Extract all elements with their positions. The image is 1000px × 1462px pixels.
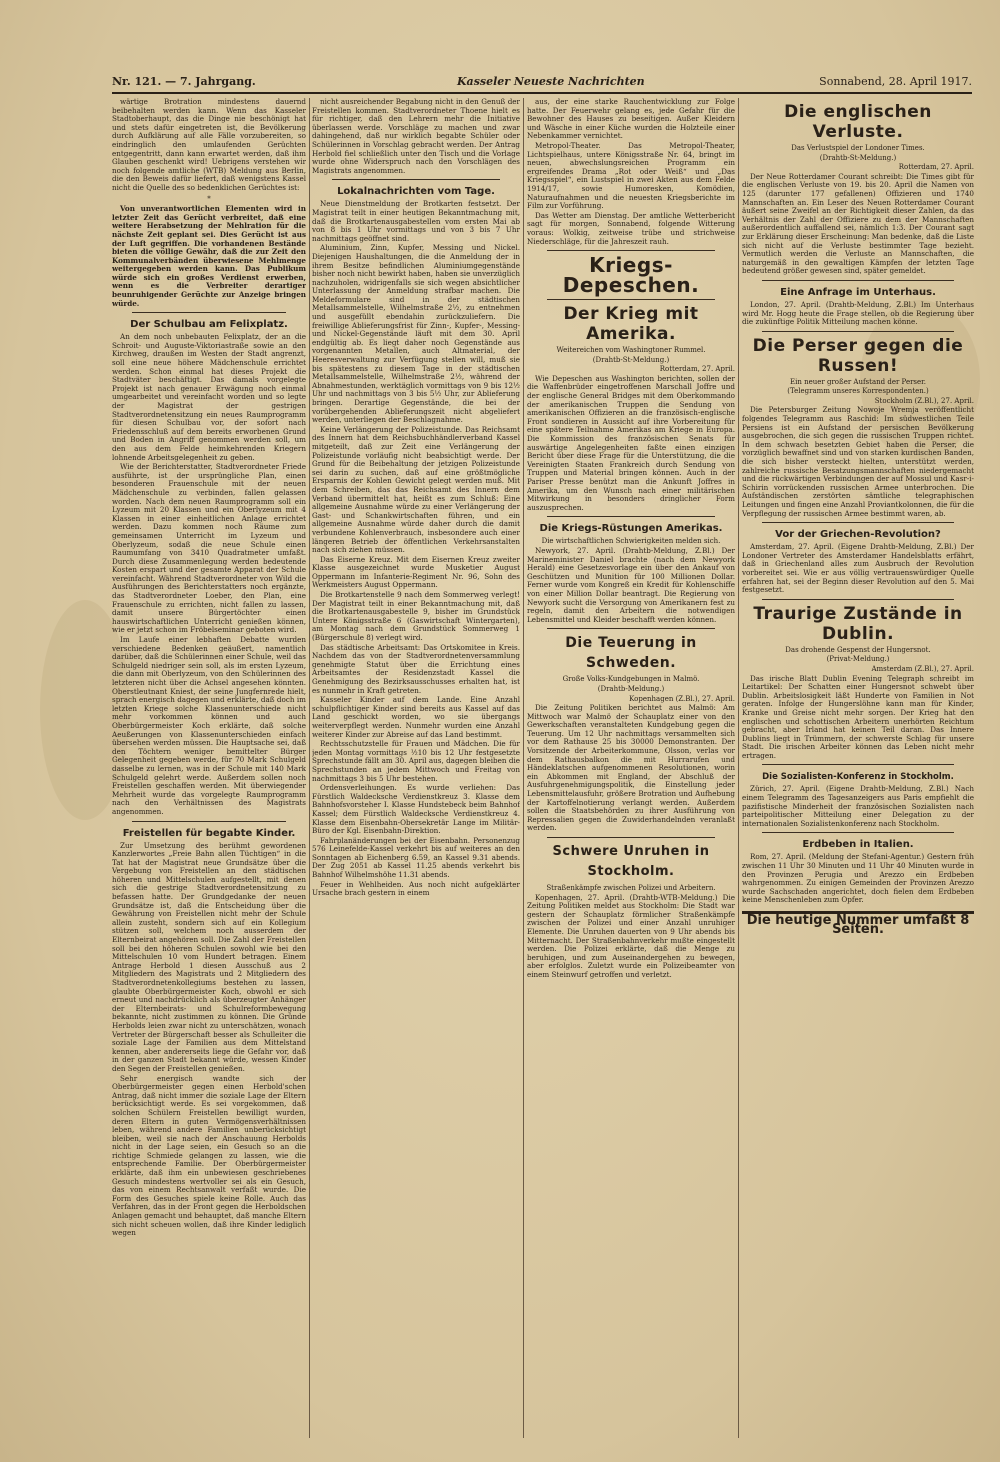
headline-kriegs-depeschen: Kriegs-Depeschen. [562,253,700,298]
headline-dublin: Traurige Zustände in Dublin. [753,603,963,644]
divider [132,821,286,822]
news-item: Fahrplanänderungen bei der Eisenbahn. Personenzug 576 Leinefelde-Kassel verkehrt bis auf weiteres an den Sonntagen ab Eichenberg 6.59, an Kassel 9.31 abends. Der Zug 2051 ab Kassel 11.25 abends verkehrt bis Bahnhof Wilhelmshöhe 11.31 abends. [312,835,520,880]
paper-title: Kasseler Neueste Nachrichten [457,75,645,88]
headline-freistellen: Freistellen für begabte Kinder. [122,827,296,839]
article-paragraph: Das irische Blatt Dublin Evening Telegraph schreibt im Leitartikel: Der Schatten einer Hungersnot schwebt über Dublin. Arbeitslosigkeit läßt Hunderte von Familien in Not geraten. Infolge der Hungerslöhne kann man für Kinder, Kranke und Greise nicht mehr sorgen. Der Krieg hat den englischen und schottischen Arbeitern unerhörten Reichtum gebracht, aber Irland hat keinen Teil daran. Das Innere Dublins liegt in Trümmern, der schwerste Schlag für unsere Stadt. Die irischen Arbeiter können das Leben nicht mehr ertragen. [742,673,974,760]
divider [547,516,715,517]
source-note: (Privat-Meldung.) [826,655,890,664]
column-1 [112,98,306,1438]
headline-griechen-revolution: Vor der Griechen-Revolution? [775,529,941,541]
article-paragraph: Sehr energisch wandte sich der Oberbürgermeister gegen einen Herbold'schen Antrag, daß nicht immer die soziale Lage der Eltern berücksichtigt werde. Es sei vorgekommen, daß solchen Schülern Freistellen bewilligt wurden, deren Eltern in guten Vermögensverhältnissen leben, während andere Familien unberücksichtigt bleiben, weil sie nach der Anschauung Herbolds nicht in der Lage seien, ein Gesuch so an die richtige Schmiede gelangen zu lassen, wie die entsprechende Familie. Der Oberbürgermeister erklärte, daß ihm ein unbewiesen geschriebenes Gesuch mindestens wertvoller sei als ein Gesuch, das von einem Rechtsanwalt verfaßt wurde. Die Form des Gesuches spiele keine Rolle. Auch das Verfahren, das in der Front gegen die Herboldschen Anlagen gemacht und behauptet, daß manche Eltern sich nicht scheuen wollen, daß ihre Kinder lediglich wegen [112,1073,306,1238]
divider [762,331,954,332]
news-item: Feuer in Wehlheiden. Aus noch nicht aufgeklärter Ursache brach gestern in einem [312,879,520,898]
dateline: Kopenhagen (Z.Bl.), 27. April. [629,694,735,703]
column-3 [527,98,735,1438]
divider [762,280,954,281]
dateline: Rotterdam, 27. April. [659,365,735,374]
article-paragraph: aus, der eine starke Rauchentwicklung zur Folge hatte. Der Feuerwehr gelang es, jede Gefahr für die Bewohner des Hauses zu beseitigen. Außer Kleidern und Wäsche in einer Küche wurden die Holzteile einer Nebenkammer vernichtet. [527,98,735,141]
headline-perser-russen: Die Perser gegen die Russen! [752,335,964,376]
divider [762,599,954,600]
subheadline: Das Verlustspiel der Londoner Times. [791,144,925,152]
news-item: Neue Dienstmeldung der Brotkarten festsetzt. Der Magistrat teilt in einer heutigen Bekanntmachung mit, daß die Brotkartenausgabestellen vom ersten Mai ab von 8 bis 1 Uhr vormittags und von 3 bis 7 Uhr nachmittags geöffnet sind. [312,199,520,243]
headline-teuerung-schweden: Die Teuerung in Schweden. [565,635,697,672]
article-paragraph: Zürich, 27. April. (Eigene Drahtb-Meldung, Z.Bl.) Nach einem Telegramm des Tagesanzeigers aus Paris empfiehlt die pazifistische Minderheit der französischen Sozialisten nach parteipolitischer Mitteilung einer Delegation zu der internationalen Sozialistenkonferenz nach Stockholm. [742,784,974,828]
subheadline: Ein neuer großer Aufstand der Perser. [790,377,926,386]
divider [332,179,500,180]
column-rule [309,98,310,1438]
subheadline: Weitereichen vom Washingtoner Rummel. [556,346,706,355]
article-paragraph: Metropol-Theater. Das Metropol-Theater, Lichtspielhaus, untere Königsstraße Nr. 64, bringt im neuen, abwechslungsreichen Programm ein ergreifendes Drama „Rot oder Weiß“ und „Das Kriegsspiel“, ein Lustspiel in zwei Akten aus dem Felde 1914/17, sowie Humoresken, Komödien, Naturaufnahmen und die neuesten Kriegsberichte im Film zur Vorführung. [527,140,735,211]
article-paragraph: An dem noch unbebauten Felixplatz, der an die Schroit- und Auguste-Viktoriastraße sowie an den Kirchweg, draußen im Westen der Stadt angrenzt, soll eine neue höhere Mädchenschule errichtet werden. Schon einmal hat dieses Projekt die Stadtväter beschäftigt. Das damals vorgelegte Projekt ist nach genauer Erwägung noch einmal umgearbeitet und vereinfacht worden und so legte der Magistrat der gestrigen Stadtverordnetensitzung ein neues Raumprogramm für diesen Schulbau vor, der sofort nach Friedensschluß auf dem bereits erworbenen Grund und Boden in Angriff genommen werden soll, um den aus dem Felde heimkehrenden Kriegern lohnende Arbeitsgelegenheit zu geben. [112,332,306,462]
article-paragraph: Wie der Berichterstatter, Stadtverordneter Friede ausführte, ist der ursprüngliche Plan, einen besonderen Frauenschule mit der neuen Mädchenschule zu verbinden, fallen gelassen worden. Nach dem neuen Raumprogramm soll ein Lyzeum mit 20 Klassen und ein Oberlyzeum mit 4 Klassen in einer einheitlichen Anlage errichtet werden. Dazu kommen noch Räume zum gemeinsamen Unterricht im Lyzeum und Oberlyzeum, sodaß die neue Schule einen Raumumfang von 3410 Quadratmeter umfaßt. Durch diese Zusammenlegung werden bedeutende Kosten erspart und der gesamte Apparat der Schule vereinfacht. Während Stadtverordneter von Wild die Ausführungen des Berichterstatters noch ergänzte, das Stadtverordneter Loeber, den Plan, eine Frauenschule zu errichten, nicht fallen zu lassen, damit unsere Bürgertöchter einen hauswirtschaftlichen Unterricht genießen können, wie er jetzt schon im Fröbelseminar geboten wird. [112,462,306,635]
article-paragraph: Von unverantwortlichen Elementen wird in letzter Zeit das Gerücht verbreitet, daß eine weitere Herabsetzung der Mehlration für die nächste Zeit geplant sei. Dies Gerücht ist aus der Luft gegriffen. Die vorhandenen Bestände bieten die völlige Gewähr, daß die zur Zeit den Kommunalverbänden überwiesene Mehlmenge weitergegeben werden kann. Das Publikum würde sich ein großes Verdienst erwerben, wenn es die Verbreiter derartiger beunruhigender Gerüchte zur Anzeige bringen würde. [112,204,306,308]
divider [547,837,715,838]
dateline: Stockholm (Z.Bl.), 27. April. [874,396,974,405]
news-item: Rechtsschutzstelle für Frauen und Mädchen. Die für jeden Montag vormittags ½10 bis 12 Uhr festgesetzte Sprechstunde fällt am 30. April aus, dagegen bleiben die Sprechstunden an jedem Mittwoch und Freitag von nachmittags 3 bis 5 Uhr bestehen. [312,739,520,783]
article-paragraph: Die Zeitung Politiken berichtet aus Malmö: Am Mittwoch war Malmö der Schauplatz einer von den Gewerkschaften veranstalteten Kundgebung gegen die Teuerung. Um 12 Uhr nachmittags versammelten sich vor dem Rathause 25 bis 30000 Demonstranten. Der Vorsitzende der Arbeiterkommune, Olsson, verlas vor dem Rathausbalkon die mit Hurrarufen und Händeklatschen aufgenommenen Resolutionen, worin ein Abkommen mit England, der Abschluß der Ausfuhrgenehmigungspolitik, die Einstellung jeder Lebensmittelausfuhr, größere Brotration und Aufhebung der Kartoffelnotierung verlangt werden. Außerdem sollen die Staatsbehörden zu ihrer Ausführung von Repressalien gegen die Zuwiderhandelnden veranlaßt werden. [527,703,735,833]
article-paragraph: nicht ausreichender Begabung nicht in den Genuß der Freistellen kommen. Stadtverordneter Thoene hielt es für richtiger, daß den Lehrern mehr die Initiative überlassen werde. Vorschläge zu machen und zwar dahingehend, daß nur wirklich begabte Schüler oder Schülerinnen in Vorschlag gebracht werden. Der Antrag Herbold fiel schließlich unter den Tisch und die Vorlage wurde ohne Widerspruch nach den Vorschlägen des Magistrats angenommen. [312,98,520,175]
divider [762,832,954,833]
headline-erdbeben-italien: Erdbeben in Italien. [802,839,914,851]
headline-sozialisten-konferenz: Die Sozialisten-Konferenz in Stockholm. [762,772,954,783]
dateline: Amsterdam (Z.Bl.), 27. April. [871,664,974,673]
article-paragraph: Der Neue Rotterdamer Courant schreibt: Die Times gibt für die englischen Verluste von 19. bis 20. April die Namen von 125 (darunter 177 gefallenen) Offizieren und 1740 Mannschaften an. Ein Leser des Neuen Rotterdamer Courant äußert seine Zweifel an der Richtigkeit dieser Zahlen, da das Verhältnis der Zahl der Offiziere zu dem der Mannschaften außerordentlich auffallend sei, nämlich 1:3. Der Courant sagt zur Erklärung dieser Erscheinung: Man bedenke, daß die Liste sich nicht auf die Verluste bestimmter Tage bezieht. Vermutlich werden die Verluste an Mannschaften, die naturgemäß in den gewaltigen Kämpfen der letzten Tage bedeutend größer gewesen sind, später gemeldet. [742,171,974,276]
source-note: (Drahtb-St-Meldung.) [592,355,670,364]
article-paragraph: Kopenhagen, 27. April. (Drahtb-WTB-Meldung.) Die Zeitung Politiken meldet aus Stockholm: Die Stadt war gestern der Schauplatz förmlicher Straßenkämpfe zwischen der Polizei und einer Anzahl unruhiger Elemente. Die Unruhen dauerten von 9 Uhr abends bis Mitternacht. Der Straßenbahnverkehr mußte eingestellt werden. Die Polizei erklärte, daß die Menge zu beruhigen, und zum Auseinandergehen zu bewegen, aber erfolglos. Zuletzt wurde ein Polizeibeamter von einem Steinwurf getroffen und verletzt. [527,892,735,979]
article-paragraph: Wie Depeschen aus Washington berichten, sollen der die Waffenbrüder eingetroffenen Marschall Joffre und der englische General Bridges mit dem Oberkommando der amerikanischen Truppen die Sendung von amerikanischen Offizieren an die französisch-englische Front sondieren in Aussicht auf ihre Vorbereitung für eine spätere Teilnahme Amerikas am Kriege in Europa. Die Kommission des französischen Senats für auswärtige Angelegenheiten faßte einen einzigen Bericht über diese Frage für die Unterstützung, die die Vereinigten Staaten Frankreich durch Sendung von Truppen und Material bringen können. Auch in der Pariser Presse benützt man die Ankunft Joffres in Amerika, um den Wunsch nach einer militärischen Mitwirkung in besonders dringlicher Form auszusprechen. [527,373,735,512]
separator: * [207,194,211,203]
divider [762,522,954,523]
divider [762,764,954,765]
subheadline: Große Volks-Kundgebungen in Malmö. [562,675,700,684]
article-paragraph: Rom, 27. April. (Meldung der Stefani-Agentur.) Gestern früh zwischen 11 Uhr 30 Minuten und 11 Uhr 40 Minuten wurde in den Provinzen Perugia und Arezzo ein Erdbeben wahrgenommen. Zu einigen Gemeinden der Provinzen Arezzo wurde Sachschaden angerichtet, doch fielen dem Erdbeben keine Menschenleben zum Opfer. [742,852,974,905]
divider [547,299,715,300]
page-count-note: Die heutige Nummer umfaßt 8 Seiten. [742,911,974,934]
column-4 [742,98,974,1438]
news-item: Ordensverleihungen. Es wurde verliehen: Das Fürstlich Waldecksche Verdienstkreuz 3. Klasse dem Bahnhofsvorsteher I. Klasse Hundstebeck beim Bahnhof Kassel; dem Fürstlich Waldecksche Verdienstkreuz 4. Klasse dem Eisenbahn-Obersekretär Lange im Militär-Büro der Kgl. Eisenbahn-Direktion. [312,783,520,836]
article-paragraph: Im Laufe einer lebhaften Debatte wurden verschiedene Bedenken geäußert, namentlich darüber, daß die Schülerinnen einer Schule, weil das Schulgeld niedriger sein soll, als im ersten Lyzeum, die dann mit Oberlyzeum, von den Schülerinnen des letzteren nicht über die Achsel angesehen könnten. Oberstleutnant Kniest, der seine Jungfernrede hielt, sprach energisch dagegen und erklärte, daß doch im letzten Kriege solche Klassenunterschiede nicht mehr vorkommen können und auch Oberbürgermeister Koch erklärte, daß solche Aeußerungen von Klassenunterschieden einfach übersehen werden müssen. Die Hauptsache sei, daß den Töchtern weniger bemittelter Bürger Gelegenheit gegeben werde, für 70 Mark Schulgeld dasselbe zu lernen, was in der Schule mit 140 Mark Schulgeld gelehrt werde. Außerdem sollen noch Freistellen geschaffen werden. Mit überwiegender Mehrheit wurde das vorgelegte Raumprogramm nach den Verhältnissen des Magistrats angenommen. [112,635,306,816]
column-2 [312,98,520,1438]
column-rule [738,98,739,1438]
divider [547,628,715,629]
issue-number: Nr. 121. — 7. Jahrgang. [112,75,256,88]
column-rule [523,98,524,1438]
headline-englische-verluste: Die englischen Verluste. [784,102,932,142]
headline-anfrage-unterhaus: Eine Anfrage im Unterhaus. [780,286,936,298]
subheadline: Straßenkämpfe zwischen Polizei und Arbeitern. [546,884,716,892]
article-paragraph: Amsterdam, 27. April. (Eigene Drahtb-Meldung, Z.Bl.) Der Londoner Vertreter des Amsterdamer Handelsblatts erfährt, daß in Griechenland alles zum Ausbruch der Revolution vorbereitet sei. Wie er aus völlig vertrauenswürdiger Quelle erfahren hat, sei der Beginn dieser Revolution auf den 5. Mai festgesetzt. [742,542,974,595]
article-paragraph: Newyork, 27. April. (Drahtb-Meldung, Z.Bl.) Der Marineminister Daniel brachte (nach dem Newyork Herald) eine Gesetzesvorlage ein über den Ankauf von Geschützen und Munition für 100 Millionen Dollar. Ferner wurde vom Kongreß ein Kredit für Kohlenschiffe von einer Million Dollar beantragt. Die Regierung von Newyork sucht die Versorgung von Amerikanern fest zu regeln, damit den Arbeitern die notwendigen Lebensmittel und Kleider beschafft werden können. [527,545,735,624]
news-item: Die Brotkartenstelle 9 nach dem Sommerweg verlegt! Der Magistrat teilt in einer Bekanntmachung mit, daß die Brotkartenausgabestelle 9, bisher im Grundstück Untere Königsstraße 6 (Gaswirtschaft Wintergarten), am Montag nach dem Grundstück Sommerweg 1 (Bürgerschule 8) verlegt wird. [312,590,520,643]
news-item: Aluminium, Zinn, Kupfer, Messing und Nickel. Diejenigen Haushaltungen, die die Anmeldung der in ihrem Besitze befindlichen Aluminiumgegenstände bisher noch nicht bewirkt haben, haben sie unverzüglich nachzuholen, widrigenfalls sie sich wegen absichtlicher Unterlassung der Anmeldung strafbar machen. Die Meldeformulare sind in der städtischen Metallsammelstelle, Wilhelmstraße 2½, zu entnehmen und ausgefüllt ebendahin zurückzuliefern. Die freiwillige Ablieferungsfrist für Zinn-, Kupfer-, Messing- und Nickel-Gegenstände läuft mit dem 30. April endgültig ab. Es liegt daher noch Gegenstände aus vorgenannten Metallen, auch Altmaterial, der Heeresverwaltung zur Verfügung stellen will, muß sie bis spätestens zu diesem Tage in der städtischen Metallsammelstelle, Wilhelmstraße 2½, während der Abnahmestunden, werktäglich vormittags von 9 bis 12½ Uhr und nachmittags von 3 bis 5½ Uhr, zur Ablieferung bringen. Derartige Gegenstände, die bei der vorübergehenden Ablieferungszeit nicht abgeliefert werden, unterliegen der Beschlagnahme. [312,243,520,425]
article-paragraph: wärtige Brotration mindestens dauernd beibehalten werden kann. Wenn das Kasseler Stadtoberhaupt, das die Dinge nie beschönigt hat und stets dafür eingetreten ist, die Bevölkerung durch Aufklärung auf alle Fälle vorzubereiten, so eindringlich den umlaufenden Gerüchten entgegentritt, dann kann erwartet werden, daß ihm Glauben geschenkt wird! Uebrigens verstehen wir noch folgende amtliche (WTB) Meldung aus Berlin, die den Beweis dafür liefert, daß wenigstens Kassel nicht die Quelle des so bedenklichen Gerüchtes ist: [112,98,306,192]
news-item: Das Eiserne Kreuz. Mit dem Eisernen Kreuz zweiter Klasse ausgezeichnet wurde Musketier August Oppermann im Infanterie-Regiment Nr. 96, Sohn des Werkmeisters August Oppermann. [312,554,520,590]
subheadline: Das drohende Gespenst der Hungersnot. [785,645,931,654]
article-paragraph: Die Petersburger Zeitung Nowoje Wremja veröffentlicht folgendes Telegramm aus Raschid: Im südwestlichen Teile Persiens ist ein Aufstand der persischen Bevölkerung ausgebrochen, die sich gegen die russischen Truppen richtet. In dem schwach besetzten Gebiet haben die Perser, die vorzüglich bewaffnet sind und von starken kurdischen Banden, die sich bisher versteckt hielten, unterstützt werden, zahlreiche russische Besatzungsmannschaften niedergemacht und die rückwärtigen Verbindungen der auf Mossul und Kasr-i-Schirin vorrückenden russischen Armee unterbrochen. Die Aufständischen zerstörten sämtliche telegraphischen Leitungen und fingen eine Anzahl Proviantkolonnen, die für die Verpflegung der russischen Armee bestimmt waren, ab. [742,405,974,518]
headline-schulbau: Der Schulbau am Felixplatz. [130,319,288,331]
news-item: Kasseler Kinder auf dem Lande. Eine Anzahl schulpflichtiger Kinder sind bereits aus Kassel auf das Land geschickt worden, wo sie übergangs weiterverpflegt werden. Nunmehr wurden eine Anzahl weiterer Kinder zur Abreise auf das Land bestimmt. [312,695,520,739]
news-item: Keine Verlängerung der Polizeistunde. Das Reichsamt des Innern hat dem Reichsbuchhändlerverband Kassel mitgeteilt, daß zur Zeit eine Verlängerung der Polizeistunde vorläufig nicht beabsichtigt werde. Der Grund für die Beibehaltung der jetzigen Polizeistunde sei darin zu suchen, daß auf eine größtmögliche Ersparnis der Kohlen Gewicht gelegt werden muß. Mit dem Schreiben, das das Reichsamt des Innern dem Verband übermittelt hat, heißt es zum Schluß: Eine allgemeine Ausnahme würde zu einer Verlängerung der Gast- und Schankwirtschaften führen, und ein allgemeine Ausnahme würde daher durch die damit verbundene Kohlenverbrauch, insbesondere auch einer längeren Betrieb der öffentlichen Verkehrsanstalten nach sich ziehen müssen. [312,424,520,555]
article-paragraph: Zur Umsetzung des berühmt gewordenen Kanzlerwortes „Freie Bahn allen Tüchtigen“ in die Tat hat der Magistrat neue Grundsätze über die Vergebung von Freistellen an den städtischen höheren und Mittelschulen aufgestellt, mit denen sich die gestrige Stadtverordnetensitzung zu befassen hatte. Der Grundgedanke der neuen Grundsätze ist, daß die Entscheidung über die Gewährung von Freistellen nicht mehr der Schule allein zusteht, sondern sich auf ein Kollegium stützen soll, welchem noch ausserdem der Elternbeirat angehören soll. Die Zahl der Freistellen soll bei den höheren Schulen sowohl wie bei den Mittelschulen 10 vom Hundert betragen. Einem Antrage Herbold 1 diesen Ausschuß aus 2 Mitgliedern des Magistrats und 2 Mitgliedern des Stadtverordnetenkollegiums bestehen zu lassen, glaubte Oberbürgermeister Koch, obwohl er sich erneut und nachdrücklich als überzeugter Anhänger der Elternbeirats- und Schulreformbewegung bekannte, nicht zustimmen zu können. Die Gründe Herbolds leien zwar nicht zu unterschätzen, wonach Vertreter der Bürgerschaft besser als Schulleiter die soziale Lage der Familien aus dem Mittelstand kennen, aber andererseits liege die Gefahr vor, daß in der ganzen Stadt bekannt würde, wessen Kinder den Segen der Freistellen genießen. [112,840,306,1073]
divider [547,250,715,251]
source-note: (Telegramm unseres Korrespondenten.) [787,387,929,396]
source-note: (Drahtb-St-Meldung.) [819,153,897,162]
news-item: Das städtische Arbeitsamt: Das Ortskomitee in Kreis. Nachdem das von der Stadtverordnetenversammlung genehmigte Statut über die Errichtung eines Arbeitsamtes der Residenzstadt Kassel die Genehmigung des Bezirksausschusses erhalten hat, ist es nunmehr in Kraft getreten. [312,642,520,695]
divider [132,312,286,313]
headline-unruhen-stockholm: Schwere Unruhen in Stockholm. [552,844,710,879]
subheadline: Die wirtschaftlichen Schwierigkeiten melden sich. [541,537,721,546]
article-paragraph: London, 27. April. (Drahtb-Meldung, Z.Bl.) Im Unterhaus wird Mr. Hogg heute die Frage stellen, ob die Regierung über die zukünftige Politik Mitteilung machen könne. [742,299,974,327]
headline-lokalnachrichten: Lokalnachrichten vom Tage. [337,186,495,198]
page-header [112,72,972,94]
dateline: Rotterdam, 27. April. [898,163,974,172]
headline-kriegs-ruestungen: Die Kriegs-Rüstungen Amerikas. [539,523,723,535]
headline-krieg-amerika: Der Krieg mit Amerika. [563,304,699,345]
source-note: (Drahtb-Meldung.) [597,684,665,693]
issue-date: Sonnabend, 28. April 1917. [819,75,972,88]
article-paragraph: Das Wetter am Dienstag. Der amtliche Wetterbericht sagt für morgen, Sonnabend, folgende Witterung voraus: Wolkig, zeitweise trübe und strichweise Niederschläge, für die Jahreszeit rauh. [527,210,735,246]
